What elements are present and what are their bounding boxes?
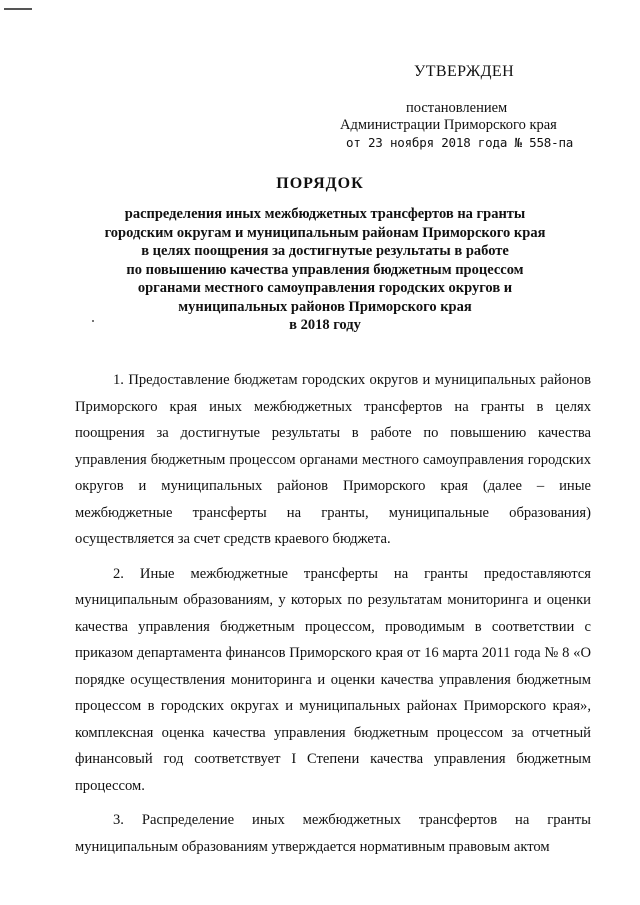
document-body [75, 367, 591, 868]
paragraph-1: 1. Предоставление бюджетам городских округов и муниципальных районов Приморского края иных межбюджетных трансфертов на гранты в целях поощрения за достигнутые результаты в работе по повышению качества управления бюджетным процессом органами местного самоуправления городских округов и муниципальных районов Приморского края (далее – иные межбюджетные трансферты на гранты, муниципальные образования) осуществляется за счет средств краевого бюджета. [75, 372, 591, 547]
paragraph-3: 3. Распределение иных межбюджетных трансфертов на гранты муниципальным образованиям утверждается нормативным правовым актом [75, 812, 591, 855]
subtitle-line: в целях поощрения за достигнутые результаты в работе [141, 243, 509, 259]
approval-line-administration: Администрации Приморского края [340, 117, 557, 133]
subtitle-line: городским округам и муниципальным районам Приморского края [104, 224, 546, 241]
approval-line-date-number: от 23 ноября 2018 года № 558-па [346, 135, 574, 150]
subtitle-line: в 2018 году [289, 317, 361, 333]
approval-block [340, 62, 600, 152]
scan-dot [92, 320, 94, 322]
document-subtitle [60, 205, 590, 335]
approved-heading: УТВЕРЖДЕН [414, 63, 515, 80]
corner-mark [4, 8, 32, 10]
paragraph-2: 2. Иные межбюджетные трансферты на гранты предоставляются муниципальным образованиям, у которых по результатам мониторинга и оценки качества управления бюджетным процессом, проводимым в соответствии с приказом департамента финансов Приморского края от 16 марта 2011 года № 8 «О порядке осуществления мониторинга и оценки качества управления бюджетным процессом в городских округах и муниципальных районах Приморского края», комплексная оценка качества управления бюджетным процессом за отчетный финансовый год соответствует I Степени качества управления бюджетным процессом. [75, 565, 591, 794]
approval-line-resolution: постановлением [406, 100, 508, 116]
subtitle-line: распределения иных межбюджетных трансфертов на гранты [124, 206, 526, 222]
subtitle-line: по повышению качества управления бюджетным процессом [126, 261, 524, 278]
subtitle-line: органами местного самоуправления городских округов и [137, 280, 513, 296]
subtitle-line: муниципальных районов Приморского края [178, 298, 472, 315]
document-title: ПОРЯДОК [276, 175, 364, 192]
